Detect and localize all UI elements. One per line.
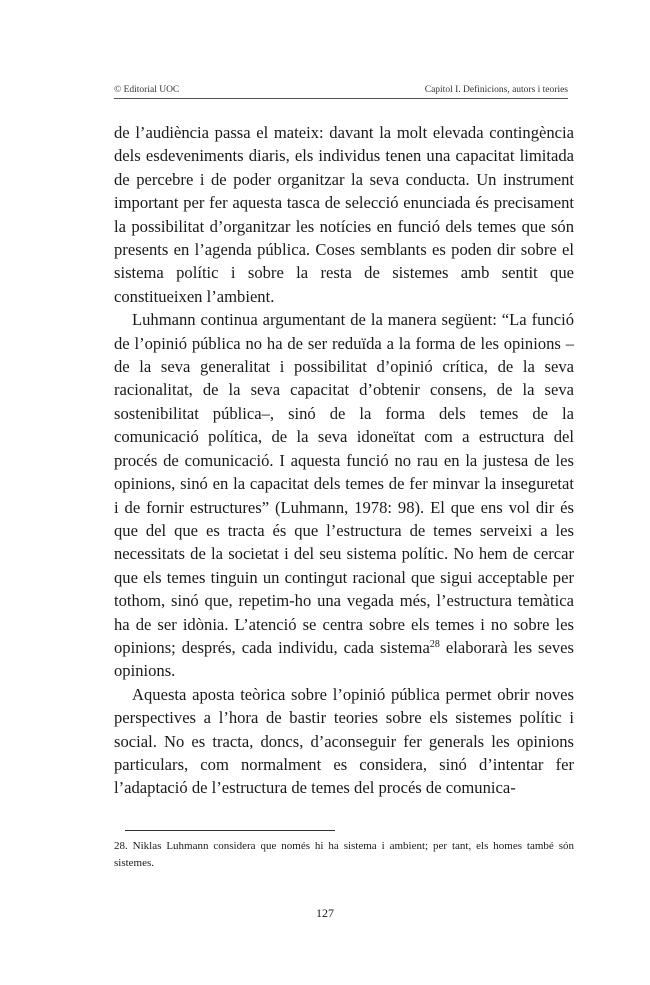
header-rule: [114, 98, 568, 99]
page-number: 127: [316, 906, 334, 920]
footnote: 28. Niklas Luhmann considera que només hi ha sistema i ambient; per tant, els homes també són sistemes.: [114, 840, 574, 869]
paragraph-2: [114, 308, 574, 683]
footnote-rule: [125, 830, 335, 831]
paragraph-3: Aquesta aposta teòrica sobre l’opinió pública permet obrir noves perspectives a l’hora de bastir teories sobre els sistemes polític i social. No es tracta, doncs, d’aconseguir fer generals les opinions particulars, com normalment es considera, sinó d’intentar fer l’adaptació de l’estructura de temes del procés de comunica-: [114, 684, 574, 798]
footnote-reference[interactable]: 28: [429, 638, 440, 650]
paragraph-2-tail: elaborarà les seves opinions.: [114, 637, 574, 681]
running-header: [114, 83, 568, 97]
header-publisher: © Editorial UOC: [114, 85, 180, 95]
body-text: [114, 121, 574, 800]
header-chapter-title: Capítol I. Definicions, autors i teories: [424, 85, 568, 95]
paragraph-2-text: Luhmann continua argumentant de la manera següent: “La funció de l’opinió pública no ha de ser reduïda a la forma de les opinions –de la seva generalitat i possibilitat d’opinió crítica, de la seva racionalitat, de la seva capacitat d’obtenir consens, de la seva sostenibilitat pública–, sinó de la forma dels temes de la comunicació política, de la seva idoneïtat com a estructura del procés de comunicació. I aquesta funció no rau en la justesa de les opinions, sinó en la capacitat dels temes de fer minvar la inseguretat i de fornir estructures” (Luhmann, 1978: 98). El que ens vol dir és que del que es tracta és que l’estructura de temes serveixi a les necessitats de la societat i del seu sistema polític. No hem de cercar que els temes tinguin un contingut racional que sigui acceptable per tothom, sinó que, repetim-ho una vegada més, l’estructura temàtica ha de ser idònia. L’atenció se centra sobre els temes i no sobre les opinions; després, cada individu, cada sistema: [114, 310, 574, 657]
paragraph-1: de l’audiència passa el mateix: davant la molt elevada contingència dels esdeveniments diaris, els individus tenen una capacitat limitada de percebre i de poder organitzar la seva conducta. Un instrument important per fer aquesta tasca de selecció enunciada és precisament la possibilitat d’organitzar les notícies en funció dels temes que són presents en l’agenda pública. Coses semblants es poden dir sobre el sistema polític i sobre la resta de sistemes amb sentit que constitueixen l’ambient.: [114, 123, 574, 306]
